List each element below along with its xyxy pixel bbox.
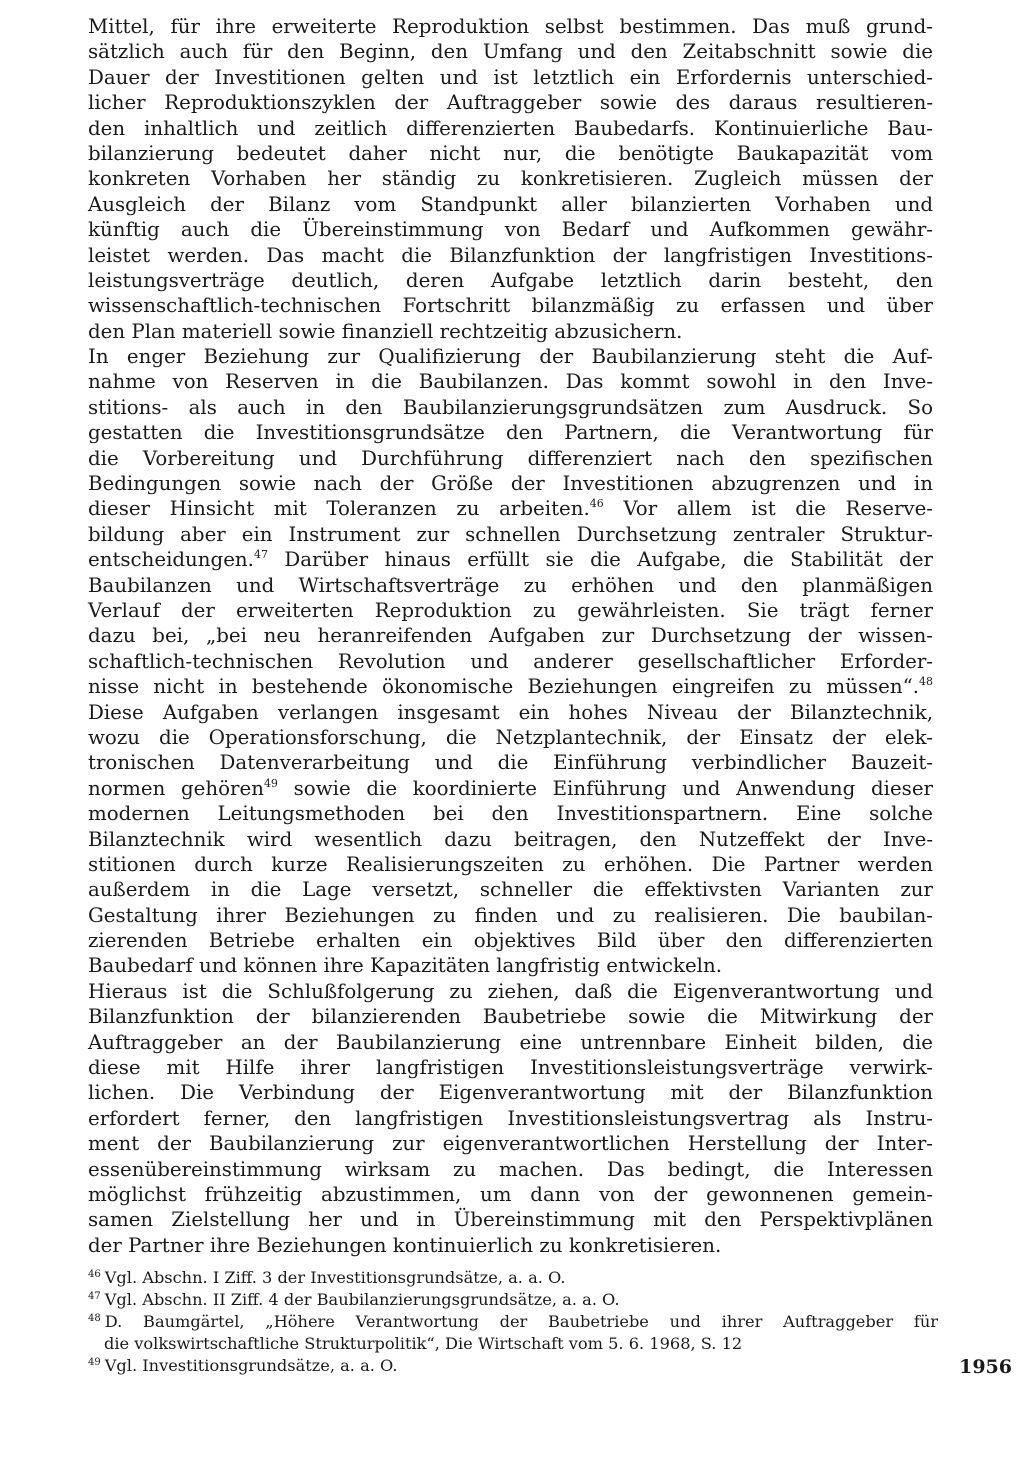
footnote-number: 46 bbox=[88, 1269, 101, 1280]
text-line: Dauer der Investitionen gelten und ist letztlich ein Erfordernis unterschied- bbox=[88, 65, 933, 89]
footnote-ref: 47 bbox=[253, 548, 268, 562]
footnote-ref: 48 bbox=[919, 675, 933, 689]
text-line: lichen. Die Verbindung der Eigenverantwortung mit der Bilanzfunktion bbox=[88, 1081, 933, 1105]
paragraph bbox=[88, 14, 933, 344]
text-line: Bedingungen sowie nach der Größe der Investitionen abzugrenzen und in bbox=[88, 472, 933, 496]
text-line: den inhaltlich und zeitlich differenzierten Baubedarfs. Kontinuierliche Bau- bbox=[88, 116, 933, 140]
text-line: dazu bei, „bei neu heranreifenden Aufgaben zur Durchsetzung der wissen- bbox=[88, 624, 933, 648]
footnote: die volkswirtschaftliche Strukturpolitik“, Die Wirtschaft vom 5. 6. 1968, S. 12 bbox=[104, 1334, 743, 1353]
text-line: die Vorbereitung und Durchführung differenziert nach den spezifischen bbox=[88, 446, 933, 470]
text-line: den Plan materiell sowie finanziell rechtzeitig abzusichern. bbox=[88, 319, 683, 343]
text-line: modernen Leitungsmethoden bei den Investitionspartnern. Eine solche bbox=[88, 802, 933, 826]
body-text bbox=[88, 14, 933, 1258]
paragraph bbox=[88, 979, 933, 1258]
text-line: Baubilanzen und Wirtschaftsverträge zu erhöhen und den planmäßigen bbox=[88, 573, 933, 597]
text-line: Diese Aufgaben verlangen insgesamt ein hohes Niveau der Bilanztechnik, bbox=[88, 700, 933, 724]
text-line: schaftlich-technischen Revolution und anderer gesellschaftlicher Erforder- bbox=[88, 649, 933, 673]
text-line: nahme von Reserven in die Baubilanzen. Das kommt sowohl in den Inve- bbox=[88, 370, 933, 394]
text-line: sätzlich auch für den Beginn, den Umfang und den Zeitabschnitt sowie die bbox=[88, 40, 933, 64]
text-line: stitions- als auch in den Baubilanzierungsgrundsätzen zum Ausdruck. So bbox=[88, 395, 933, 419]
text-line: ment der Baubilanzierung zur eigenverantwortlichen Herstellung der Inter- bbox=[88, 1132, 933, 1156]
text-line: Baubedarf und können ihre Kapazitäten langfristig entwickeln. bbox=[88, 954, 723, 978]
text-line: bilanzierung bedeutet daher nicht nur, die benötigte Baukapazität vom bbox=[88, 141, 933, 165]
text-line: stitionen durch kurze Realisierungszeiten zu erhöhen. Die Partner werden bbox=[88, 852, 933, 876]
text-line: In enger Beziehung zur Qualifizierung der Baubilanzierung steht die Auf- bbox=[88, 345, 933, 369]
text-line: außerdem in die Lage versetzt, schneller die effektivsten Varianten zur bbox=[88, 878, 933, 902]
text-line: Bilanztechnik wird wesentlich dazu beitragen, den Nutzeffekt der Inve- bbox=[88, 827, 933, 851]
text-line: Bilanzfunktion der bilanzierenden Baubetriebe sowie die Mitwirkung der bbox=[88, 1005, 933, 1029]
text-line: zierenden Betriebe erhalten ein objektives Bild über den differenzierten bbox=[88, 929, 933, 953]
text-line: samen Zielstellung her und in Übereinstimmung mit den Perspektivplänen bbox=[88, 1208, 933, 1232]
footnote-number: 49 bbox=[88, 1357, 101, 1368]
text-line: entscheidungen.$^{47}$ Darüber hinaus erfüllt sie die Aufgabe, die Stabilität der bbox=[88, 548, 933, 572]
text-line: leistet werden. Das macht die Bilanzfunktion der langfristigen Investitions- bbox=[88, 243, 933, 267]
page-number: 1956 bbox=[959, 1356, 1012, 1378]
text-line: Ausgleich der Bilanz vom Standpunkt aller bilanzierten Vorhaben und bbox=[88, 192, 933, 216]
text-line: Verlauf der erweiterten Reproduktion zu gewährleisten. Sie trägt ferner bbox=[88, 598, 933, 622]
text-line: diese mit Hilfe ihrer langfristigen Investitionsleistungsverträge verwirk- bbox=[88, 1056, 933, 1080]
text-line: wozu die Operationsforschung, die Netzplantechnik, der Einsatz der elek- bbox=[88, 725, 933, 749]
text-line: konkreten Vorhaben her ständig zu konkretisieren. Zugleich müssen der bbox=[88, 167, 933, 191]
text-line: essenübereinstimmung wirksam zu machen. Das bedingt, die Interessen bbox=[88, 1157, 933, 1181]
footnote-ref: 49 bbox=[263, 776, 278, 790]
text-line: künftig auch die Übereinstimmung von Bedarf und Aufkommen gewähr- bbox=[88, 218, 933, 242]
text-line: Mittel, für ihre erweiterte Reproduktion selbst bestimmen. Das muß grund- bbox=[88, 15, 933, 38]
footnote-number: 48 bbox=[88, 1313, 101, 1324]
text-line: dieser Hinsicht mit Toleranzen zu arbeiten.$^{46}$ Vor allem ist die Reserve- bbox=[88, 497, 933, 521]
text-line: leistungsverträge deutlich, deren Aufgabe letztlich darin besteht, den bbox=[88, 268, 933, 292]
text-line: Hieraus ist die Schlußfolgerung zu ziehen, daß die Eigenverantwortung und bbox=[88, 979, 933, 1003]
footnote: $^{49}$ Vgl. Investitionsgrundsätze, a. a. O. bbox=[88, 1356, 398, 1375]
footnote: $^{48}$ D. Baumgärtel, „Höhere Verantwortung der Baubetriebe und ihrer Auftraggeber für bbox=[88, 1312, 938, 1331]
footnote-number: 47 bbox=[88, 1291, 101, 1302]
text-line: wissenschaftlich-technischen Fortschritt bilanzmäßig zu erfassen und über bbox=[88, 294, 933, 318]
text-line: normen gehören$^{49}$ sowie die koordinierte Einführung und Anwendung dieser bbox=[88, 776, 933, 800]
text-line: licher Reproduktionszyklen der Auftraggeber sowie des daraus resultieren- bbox=[88, 91, 933, 115]
text-line: nisse nicht in bestehende ökonomische Beziehungen eingreifen zu müssen“.$^{48}$ bbox=[88, 675, 933, 699]
text-line: erfordert ferner, den langfristigen Investitionsleistungsvertrag als Instru- bbox=[88, 1106, 933, 1130]
text-line: der Partner ihre Beziehungen kontinuierlich zu konkretisieren. bbox=[88, 1233, 722, 1257]
footnote: $^{46}$ Vgl. Abschn. I Ziff. 3 der Investitionsgrundsätze, a. a. O. bbox=[88, 1268, 566, 1287]
footnotes bbox=[88, 1267, 938, 1377]
footnote: $^{47}$ Vgl. Abschn. II Ziff. 4 der Baubilanzierungsgrundsätze, a. a. O. bbox=[88, 1290, 620, 1309]
text-line: Gestaltung ihrer Beziehungen zu finden und zu realisieren. Die baubilan- bbox=[88, 903, 933, 927]
text-line: möglichst frühzeitig abzustimmen, um dann von der gewonnenen gemein- bbox=[88, 1182, 933, 1206]
text-line: gestatten die Investitionsgrundsätze den Partnern, die Verantwortung für bbox=[88, 421, 933, 445]
text-line: Auftraggeber an der Baubilanzierung eine untrennbare Einheit bilden, die bbox=[88, 1030, 933, 1054]
footnote-ref: 46 bbox=[589, 497, 604, 511]
text-line: bildung aber ein Instrument zur schnellen Durchsetzung zentraler Struktur- bbox=[88, 522, 933, 546]
text-line: tronischen Datenverarbeitung und die Einführung verbindlicher Bauzeit- bbox=[88, 751, 933, 775]
paragraph bbox=[88, 344, 933, 979]
